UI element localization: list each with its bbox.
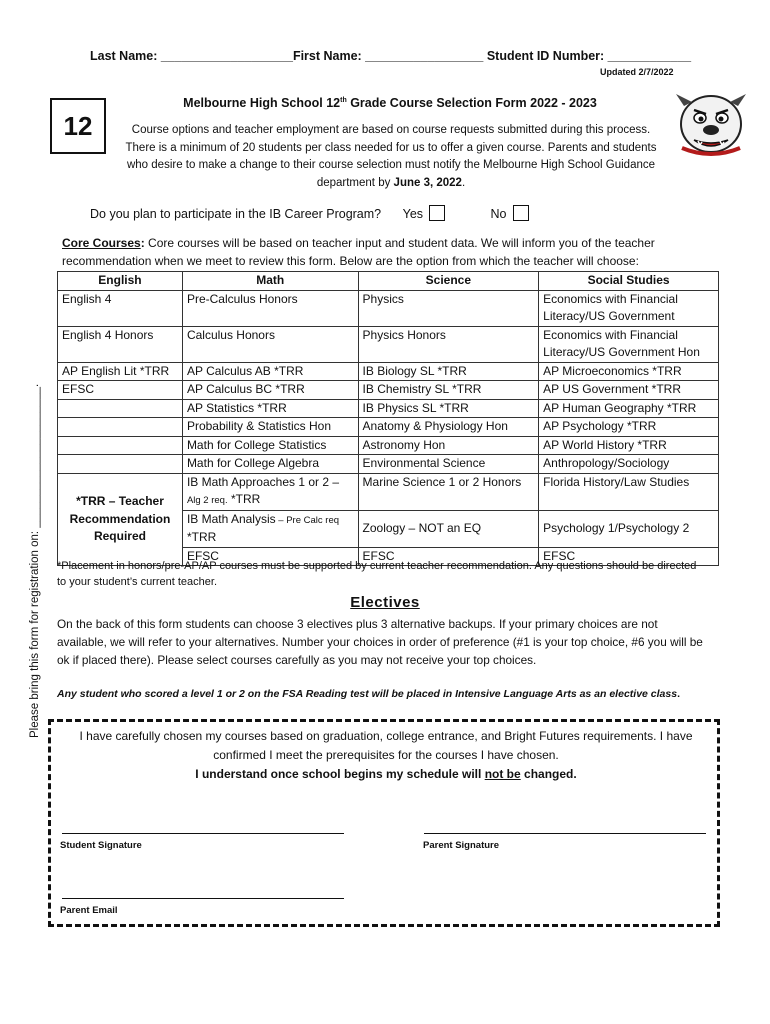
core-colon: : — [140, 236, 145, 250]
student-signature-label: Student Signature — [60, 840, 142, 851]
notice-text: I understand once school begins my schedule will — [195, 767, 485, 781]
table-cell: English 4 — [58, 290, 183, 326]
table-row — [58, 381, 719, 400]
table-cell: Physics — [358, 290, 539, 326]
electives-text: On the back of this form students can choose 3 electives plus 3 alternative backups. If your primary choices are not available, we will refer to your alternatives. Number your choices in order of preference (#1 is your top choice, #6 you will be ok if placed there). Please select courses carefully as you may not receive your top choices. — [57, 617, 703, 667]
table-cell: IB Physics SL *TRR — [358, 399, 539, 418]
parent-signature-line[interactable] — [424, 833, 706, 834]
table-row — [58, 455, 719, 474]
column-header: English — [58, 272, 183, 291]
grade-box — [50, 98, 106, 154]
ib-question-text: Do you plan to participate in the IB Career Program? — [90, 207, 382, 221]
table-cell: Economics with Financial Literacy/US Government — [539, 290, 719, 326]
bulldog-mascot-icon — [672, 88, 750, 158]
table-cell: Pre-Calculus Honors — [182, 290, 358, 326]
table-cell — [182, 510, 358, 547]
ib-yes-checkbox[interactable] — [429, 205, 445, 221]
deadline-date: June 3, 2022 — [393, 176, 462, 189]
table-cell: Calculus Honors — [182, 326, 358, 362]
table-cell — [182, 473, 358, 510]
table-cell: Psychology 1/Psychology 2 — [539, 510, 719, 547]
table-cell: Anatomy & Physiology Hon — [358, 418, 539, 437]
table-row — [58, 418, 719, 437]
table-cell: AP Microeconomics *TRR — [539, 362, 719, 381]
intro-end: . — [461, 176, 466, 189]
table-cell: EFSC — [58, 381, 183, 400]
cell-text: *TRR — [227, 492, 261, 506]
table-cell: AP World History *TRR — [539, 436, 719, 455]
table-row — [58, 326, 719, 362]
form-title — [130, 96, 650, 110]
cell-note: Alg 2 req. — [186, 495, 228, 506]
registration-side-note: Please bring this form for registration on: ______________________. — [29, 383, 41, 738]
table-cell: EFSC — [539, 547, 719, 566]
table-cell: Zoology – NOT an EQ — [358, 510, 539, 547]
column-header: Science — [358, 272, 539, 291]
cell-note: – Pre Calc req — [275, 514, 340, 526]
trr-note-line: *TRR – Teacher — [76, 494, 164, 508]
schedule-notice — [50, 765, 722, 784]
cell-text: *TRR — [186, 530, 217, 544]
table-cell: Marine Science 1 or 2 Honors — [358, 473, 539, 510]
parent-email-line[interactable] — [62, 898, 344, 899]
ib-no-checkbox[interactable] — [513, 205, 529, 221]
ib-yes-label: Yes — [402, 207, 424, 221]
table-cell: IB Biology SL *TRR — [358, 362, 539, 381]
title-text-end: Grade Course Selection Form 2022 - 2023 — [346, 96, 597, 110]
table-cell: AP US Government *TRR — [539, 381, 719, 400]
cell-text: IB Math Analysis — [186, 511, 276, 526]
table-cell: Environmental Science — [358, 455, 539, 474]
core-courses-label: Core Courses — [62, 236, 141, 250]
table-cell: Economics with Financial Literacy/US Government Hon — [539, 326, 719, 362]
ib-question — [90, 205, 529, 221]
table-cell — [58, 399, 183, 418]
placement-note: *Placement in honors/pre-AP/AP courses must be supported by current teacher recommendation. Any questions should be directed to your student’s current teacher. — [57, 560, 697, 588]
table-cell: AP Psychology *TRR — [539, 418, 719, 437]
table-cell: Math for College Statistics — [182, 436, 358, 455]
trr-note-cell — [58, 473, 183, 566]
table-cell: Florida History/Law Studies — [539, 473, 719, 510]
fsa-note-end: . — [677, 688, 680, 700]
table-row — [58, 290, 719, 326]
fsa-note — [57, 688, 707, 700]
table-cell: AP English Lit *TRR — [58, 362, 183, 381]
table-row — [58, 399, 719, 418]
trr-note-line: Required — [93, 529, 146, 543]
table-cell: AP Calculus BC *TRR — [182, 381, 358, 400]
table-row — [58, 362, 719, 381]
core-courses-table — [57, 271, 719, 566]
intro-paragraph — [118, 122, 664, 192]
title-superscript: th — [340, 96, 347, 104]
table-cell: AP Calculus AB *TRR — [182, 362, 358, 381]
parent-signature-label: Parent Signature — [423, 840, 500, 851]
table-row — [58, 473, 719, 510]
fsa-note-text: Any student who scored a level 1 or 2 on the FSA Reading test will be placed in Intensive Language Arts as an elective class — [57, 688, 678, 700]
student-info-fields[interactable]: Last Name: ___________________First Name: _________________ Student ID Number: ____________ — [90, 49, 692, 63]
intro-text: Course options and teacher employment are based on course requests submitted during this process. There is a minimum of 20 students per class needed for us to offer a given course. Parents and students who desire to make a change to their course selection must notify the Melbourne High School Guidance department by — [125, 124, 657, 189]
cell-text: IB Math Approaches 1 or 2 – — [186, 474, 340, 489]
table-cell — [58, 418, 183, 437]
trr-note-line: Recommendation — [69, 511, 171, 526]
table-cell — [58, 436, 183, 455]
column-header: Social Studies — [539, 272, 719, 291]
table-cell: IB Chemistry SL *TRR — [358, 381, 539, 400]
table-cell: Physics Honors — [358, 326, 539, 362]
parent-email-label: Parent Email — [60, 905, 118, 916]
core-courses-text: Core courses will be based on teacher input and student data. We will inform you of the teacher recommendation when we meet to review this form. Below are the option from which the teacher will choose: — [62, 236, 655, 268]
table-cell: AP Statistics *TRR — [182, 399, 358, 418]
column-header: Math — [182, 272, 358, 291]
certification-statement — [50, 727, 722, 784]
table-cell: Probability & Statistics Hon — [182, 418, 358, 437]
table-cell: Anthropology/Sociology — [539, 455, 719, 474]
table-cell: Math for College Algebra — [182, 455, 358, 474]
ib-no-label: No — [490, 207, 507, 221]
notice-emphasis: not be — [484, 767, 521, 781]
table-cell: EFSC — [182, 547, 358, 566]
grade-number: 12 — [63, 110, 93, 141]
table-cell: Astronomy Hon — [358, 436, 539, 455]
table-row — [58, 436, 719, 455]
table-cell: EFSC — [358, 547, 539, 566]
notice-text-end: changed. — [520, 767, 577, 781]
student-signature-line[interactable] — [62, 833, 344, 834]
table-cell — [58, 455, 183, 474]
table-header-row — [58, 272, 719, 291]
table-cell: English 4 Honors — [58, 326, 183, 362]
core-courses-intro — [62, 234, 712, 270]
electives-heading: Electives — [350, 594, 420, 611]
table-cell: AP Human Geography *TRR — [539, 399, 719, 418]
certification-text: I have carefully chosen my courses based on graduation, college entrance, and Bright Futures requirements. I have confirmed I meet the prerequisites for the courses I have chosen. — [79, 729, 693, 762]
title-text: Melbourne High School 12 — [183, 96, 341, 110]
updated-date: Updated 2/7/2022 — [600, 67, 674, 77]
